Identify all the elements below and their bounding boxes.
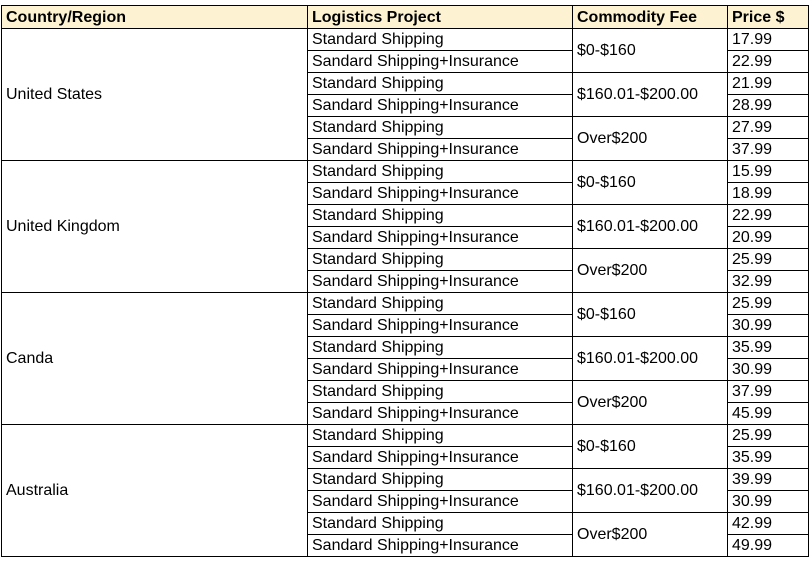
commodity-fee-cell: Over$200	[573, 117, 728, 161]
commodity-fee-cell: $0-$160	[573, 161, 728, 205]
price-cell: 30.99	[728, 359, 809, 381]
logistics-project-cell: Sandard Shipping+Insurance	[308, 95, 573, 117]
price-cell: 37.99	[728, 139, 809, 161]
price-cell: 35.99	[728, 447, 809, 469]
logistics-project-cell: Sandard Shipping+Insurance	[308, 535, 573, 557]
header-country: Country/Region	[2, 6, 308, 29]
logistics-project-cell: Sandard Shipping+Insurance	[308, 359, 573, 381]
price-cell: 49.99	[728, 535, 809, 557]
table-body	[2, 29, 809, 557]
commodity-fee-cell: $0-$160	[573, 425, 728, 469]
logistics-project-cell: Standard Shipping	[308, 29, 573, 51]
commodity-fee-cell: $160.01-$200.00	[573, 73, 728, 117]
logistics-project-cell: Standard Shipping	[308, 249, 573, 271]
table-row	[2, 29, 809, 51]
country-cell: United Kingdom	[2, 161, 308, 293]
table-row	[2, 293, 809, 315]
commodity-fee-cell: Over$200	[573, 249, 728, 293]
price-cell: 35.99	[728, 337, 809, 359]
logistics-project-cell: Sandard Shipping+Insurance	[308, 447, 573, 469]
logistics-project-cell: Sandard Shipping+Insurance	[308, 183, 573, 205]
logistics-project-cell: Standard Shipping	[308, 425, 573, 447]
price-cell: 18.99	[728, 183, 809, 205]
price-cell: 45.99	[728, 403, 809, 425]
price-cell: 22.99	[728, 51, 809, 73]
logistics-project-cell: Standard Shipping	[308, 161, 573, 183]
country-cell: Canda	[2, 293, 308, 425]
price-cell: 30.99	[728, 491, 809, 513]
price-cell: 22.99	[728, 205, 809, 227]
price-cell: 37.99	[728, 381, 809, 403]
price-cell: 15.99	[728, 161, 809, 183]
header-row	[2, 6, 809, 29]
country-cell: Australia	[2, 425, 308, 557]
logistics-project-cell: Sandard Shipping+Insurance	[308, 271, 573, 293]
logistics-project-cell: Standard Shipping	[308, 469, 573, 491]
price-cell: 25.99	[728, 293, 809, 315]
commodity-fee-cell: $0-$160	[573, 293, 728, 337]
commodity-fee-cell: $0-$160	[573, 29, 728, 73]
commodity-fee-cell: $160.01-$200.00	[573, 469, 728, 513]
price-cell: 42.99	[728, 513, 809, 535]
price-cell: 39.99	[728, 469, 809, 491]
logistics-project-cell: Sandard Shipping+Insurance	[308, 51, 573, 73]
logistics-project-cell: Sandard Shipping+Insurance	[308, 315, 573, 337]
logistics-project-cell: Standard Shipping	[308, 337, 573, 359]
commodity-fee-cell: Over$200	[573, 513, 728, 557]
price-cell: 25.99	[728, 249, 809, 271]
price-cell: 32.99	[728, 271, 809, 293]
price-cell: 21.99	[728, 73, 809, 95]
table-row	[2, 161, 809, 183]
logistics-project-cell: Standard Shipping	[308, 117, 573, 139]
price-cell: 28.99	[728, 95, 809, 117]
commodity-fee-cell: $160.01-$200.00	[573, 205, 728, 249]
price-cell: 17.99	[728, 29, 809, 51]
price-cell: 20.99	[728, 227, 809, 249]
logistics-project-cell: Standard Shipping	[308, 73, 573, 95]
logistics-project-cell: Sandard Shipping+Insurance	[308, 403, 573, 425]
price-cell: 27.99	[728, 117, 809, 139]
logistics-project-cell: Standard Shipping	[308, 513, 573, 535]
logistics-project-cell: Standard Shipping	[308, 381, 573, 403]
table-row	[2, 425, 809, 447]
country-cell: United States	[2, 29, 308, 161]
shipping-price-table	[1, 5, 809, 557]
logistics-project-cell: Sandard Shipping+Insurance	[308, 491, 573, 513]
logistics-project-cell: Sandard Shipping+Insurance	[308, 139, 573, 161]
commodity-fee-cell: $160.01-$200.00	[573, 337, 728, 381]
header-commodity-fee: Commodity Fee	[573, 6, 728, 29]
header-price: Price $	[728, 6, 809, 29]
logistics-project-cell: Standard Shipping	[308, 205, 573, 227]
logistics-project-cell: Standard Shipping	[308, 293, 573, 315]
price-cell: 25.99	[728, 425, 809, 447]
logistics-project-cell: Sandard Shipping+Insurance	[308, 227, 573, 249]
price-cell: 30.99	[728, 315, 809, 337]
commodity-fee-cell: Over$200	[573, 381, 728, 425]
header-logistics-project: Logistics Project	[308, 6, 573, 29]
